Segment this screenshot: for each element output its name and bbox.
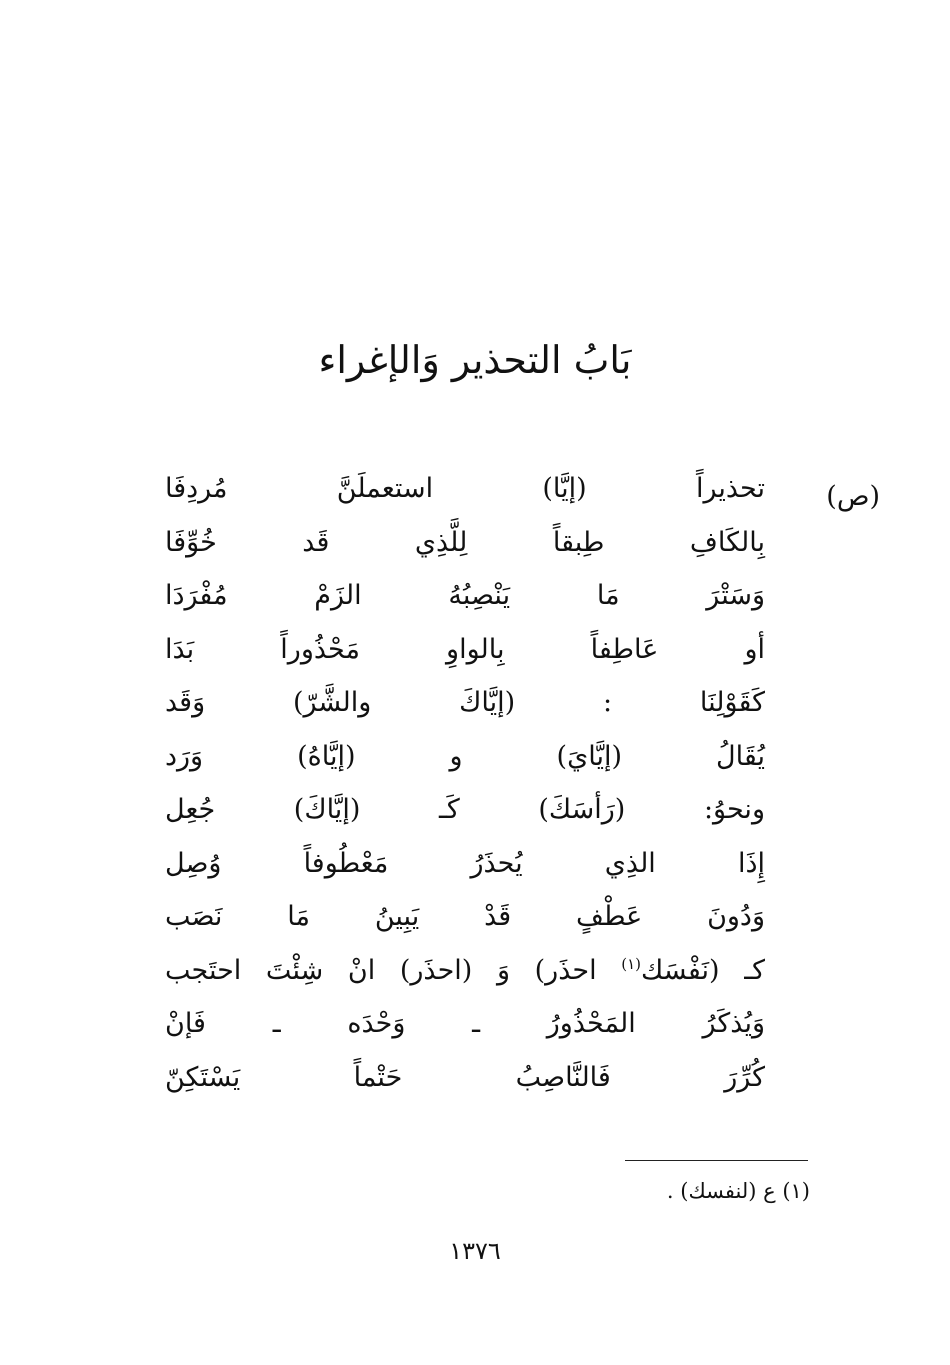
verse-line-7: ونحوُ: (رَأسَكَ) كَـ (إيَّاكَ) جُعِل	[165, 794, 765, 825]
verse-line-12: كُرِّرَ فَالنَّاصِبُ حَتْماً يَسْتَكِنّ	[165, 1061, 765, 1093]
footnote: (١) ع (لنفسك) .	[666, 1179, 810, 1203]
verse-line-8: إِذَا الذِي يُحذَرُ مَعْطُوفاً وُصِل	[165, 847, 765, 879]
verse-line-6: يُقَالُ (إيَّايَ) و (إيَّاهُ) وَرَد	[165, 740, 765, 772]
verse-line-9: وَدُونَ عَطْفٍ قَدْ يَبِينُ مَا نَصَب	[165, 901, 765, 932]
verse-line-10-part-2: احذَر) وَ (احذَر) انْ شِئْتَ احتَجب	[165, 954, 622, 986]
verse-block	[165, 462, 765, 1104]
page-number: ١٣٧٦	[449, 1237, 501, 1265]
verse-line-4: أو عَاطِفاً بِالواوِ مَحْذُوراً بَدَا	[165, 633, 765, 665]
verse-line-5: كَقَوْلِنَا : (إيَّاكَ والشَّرّ) وَقَد	[165, 687, 765, 718]
chapter-title: بَابُ التحذير وَالإغراء	[318, 338, 632, 382]
verse-line-2: بِالكَافِ طِبقاً لِلَّذِي قَد خُوِّفَا	[165, 526, 765, 558]
footnote-reference: (١)	[621, 954, 642, 973]
verse-line-10	[165, 944, 765, 998]
section-marker: (ص)	[826, 481, 880, 512]
verse-line-10-part-1: كـ (نَفْسَك	[641, 954, 765, 986]
verse-line-1: تحذيراً (إيَّا) استعملَنَّ مُردِفَا	[165, 473, 765, 504]
verse-line-11: وَيُذكَرُ المَحْذُورُ ـ وَحْدَه ـ فَإنْ	[165, 1008, 765, 1039]
footnote-divider	[625, 1160, 808, 1161]
verse-line-3: وَسَتْرَ مَا يَنْصِبُهُ الزَمْ مُفْرَدَا	[165, 580, 765, 611]
